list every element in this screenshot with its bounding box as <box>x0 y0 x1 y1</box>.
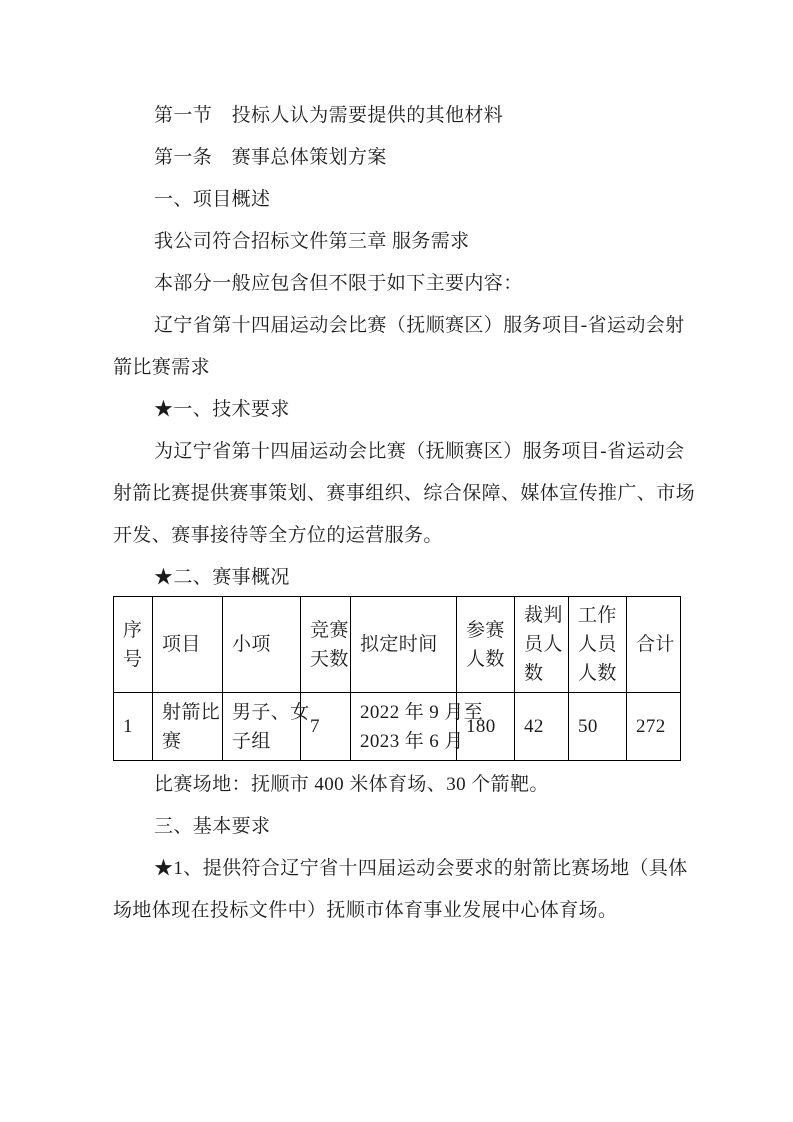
paragraph-line: 第一节 投标人认为需要提供的其他材料 <box>154 104 504 126</box>
cell-line: 50 <box>578 716 598 737</box>
paragraph-line: ★二、赛事概况 <box>154 566 290 588</box>
paragraph-line: 第一条 赛事总体策划方案 <box>154 146 387 168</box>
paragraph-line: ★一、技术要求 <box>154 398 290 420</box>
cell-line: 人员 <box>578 634 617 655</box>
cell-line: 参赛 <box>466 619 505 641</box>
cell-line: 1 <box>123 716 133 737</box>
table-header-row <box>114 597 681 693</box>
cell-line: 7 <box>310 716 320 737</box>
paragraph-line: 比赛场地：抚顺市 400 米体育场、30 个箭靶。 <box>154 773 549 795</box>
paragraph-line: 射箭比赛提供赛事策划、赛事组织、综合保障、媒体宣传推广、市场 <box>113 482 696 504</box>
paragraph-line: 三、基本要求 <box>154 815 271 837</box>
table-data-cell <box>223 693 310 761</box>
cell-line: 天数 <box>310 648 349 670</box>
cell-line: 合计 <box>636 634 675 655</box>
paragraph-line: 场地体现在投标文件中）抚顺市体育事业发展中心体育场。 <box>113 899 618 921</box>
cell-line: 2022 年 9 月至 <box>360 701 484 723</box>
cell-line: 拟定时间 <box>360 634 438 655</box>
paragraph-line: 辽宁省第十四届运动会比赛（抚顺赛区）服务项目-省运动会射 <box>154 314 685 336</box>
cell-line: 男子、女 <box>232 701 310 723</box>
table-data-row <box>114 693 681 761</box>
cell-line: 项目 <box>162 634 201 655</box>
table-header-cell <box>627 597 681 693</box>
cell-line: 射箭比 <box>162 701 221 723</box>
cell-line: 180 <box>466 716 496 737</box>
table-header-cell <box>223 597 301 693</box>
cell-line: 2023 年 6 月 <box>360 730 464 752</box>
table-header-cell <box>301 597 351 693</box>
paragraph-line: 一、项目概述 <box>154 188 271 210</box>
table-data-cell <box>114 693 153 761</box>
paragraph-line: 为辽宁省第十四届运动会比赛（抚顺赛区）服务项目-省运动会 <box>154 440 685 462</box>
cell-line: 工作 <box>578 605 617 626</box>
paragraph-block-top <box>113 92 696 596</box>
cell-line: 序 <box>123 619 143 641</box>
cell-line: 号 <box>123 648 143 670</box>
cell-line: 竞赛 <box>310 619 349 641</box>
cell-line: 人数 <box>578 663 617 684</box>
table-data-cell <box>515 693 569 761</box>
paragraph-line: 开发、赛事接待等全方位的运营服务。 <box>113 524 443 546</box>
cell-line: 子组 <box>232 730 271 752</box>
table-header-cell <box>114 597 153 693</box>
cell-line: 赛 <box>162 730 182 752</box>
cell-line: 人数 <box>466 648 505 670</box>
table-data-cell <box>569 693 627 761</box>
cell-line: 员人 <box>524 634 563 655</box>
table-data-cell <box>153 693 223 761</box>
event-overview-table <box>113 596 681 761</box>
cell-line: 小项 <box>232 634 271 655</box>
document-content <box>113 92 696 929</box>
cell-line: 裁判 <box>524 605 563 626</box>
table-data-cell <box>627 693 681 761</box>
table-header-cell <box>153 597 223 693</box>
paragraph-block-bottom <box>113 761 688 929</box>
table-header-cell <box>457 597 515 693</box>
table-header-cell <box>351 597 457 693</box>
table-header-cell <box>569 597 627 693</box>
cell-line: 272 <box>636 716 666 737</box>
paragraph-line: 本部分一般应包含但不限于如下主要内容： <box>154 272 523 294</box>
cell-line: 数 <box>524 663 544 684</box>
paragraph-line: 箭比赛需求 <box>113 356 211 378</box>
paragraph-line: 我公司符合招标文件第三章 服务需求 <box>154 230 470 252</box>
table-header-cell <box>515 597 569 693</box>
cell-line: 42 <box>524 716 544 737</box>
paragraph-line: ★1、提供符合辽宁省十四届运动会要求的射箭比赛场地（具体 <box>154 857 688 879</box>
